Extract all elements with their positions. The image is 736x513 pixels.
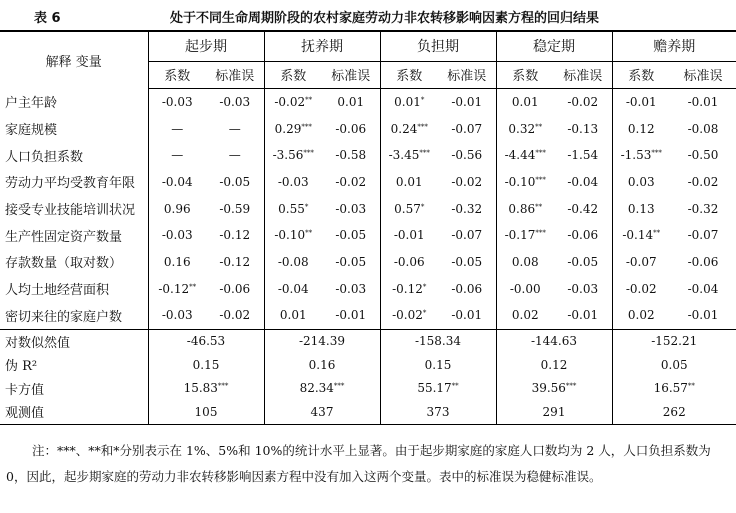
cell-value: 0.01	[394, 94, 421, 109]
cell-value: -0.03	[161, 228, 193, 243]
cell-value: -0.01	[687, 94, 719, 109]
cell-value: 15.83	[183, 381, 218, 396]
coef-cell	[496, 302, 554, 329]
cell-value: 55.17	[417, 381, 452, 396]
table-caption	[6, 4, 730, 26]
stat-cell	[380, 353, 496, 377]
cell-value: 437	[310, 404, 334, 419]
coef-cell	[148, 88, 206, 115]
se-cell	[554, 142, 612, 169]
cell-value: -152.21	[651, 334, 698, 349]
cell-value: -0.50	[687, 148, 719, 163]
coef-cell	[612, 88, 670, 115]
cell-value: 0.96	[163, 201, 191, 216]
cell-value: -3.56	[272, 148, 304, 163]
row-label: 户主年龄	[0, 88, 148, 115]
cell-value: -0.03	[277, 174, 309, 189]
cell-value: -0.01	[393, 228, 425, 243]
coef-cell	[380, 142, 438, 169]
cell-value: -0.08	[687, 121, 719, 136]
se-cell	[670, 195, 736, 222]
coef-cell	[380, 302, 438, 329]
se-cell	[554, 275, 612, 302]
table-title: 处于不同生命周期阶段的农村家庭劳动力非农转移影响因素方程的回归结果	[170, 11, 600, 26]
cell-value: -0.06	[219, 281, 251, 296]
coef-cell	[612, 169, 670, 196]
cell-value: 0.08	[511, 254, 539, 269]
stat-cell	[380, 329, 496, 353]
coef-cell	[264, 222, 322, 249]
se-cell	[438, 249, 496, 276]
cell-value: -0.04	[567, 174, 599, 189]
cell-value: -1.54	[567, 148, 599, 163]
coef-cell	[264, 169, 322, 196]
cell-value: -0.07	[451, 228, 483, 243]
se-cell	[322, 88, 380, 115]
cell-value: -0.04	[161, 174, 193, 189]
stat-cell	[148, 377, 264, 401]
significance-stars: **	[535, 202, 543, 211]
cell-value: -0.12	[158, 281, 190, 296]
significance-stars: **	[189, 282, 197, 291]
coef-cell	[612, 195, 670, 222]
stat-row	[0, 400, 736, 424]
stat-row	[0, 353, 736, 377]
cell-value: 0.29	[274, 121, 302, 136]
cell-value: 0.01	[337, 94, 365, 109]
table-row	[0, 249, 736, 276]
se-cell	[438, 275, 496, 302]
stat-cell	[148, 400, 264, 424]
se-cell	[670, 88, 736, 115]
cell-value: -0.01	[567, 308, 599, 323]
coef-cell	[496, 249, 554, 276]
se-cell	[438, 302, 496, 329]
coef-cell	[264, 302, 322, 329]
cell-value: —	[228, 148, 241, 163]
coef-cell	[380, 115, 438, 142]
coef-cell	[496, 115, 554, 142]
cell-value: -0.06	[335, 121, 367, 136]
se-cell	[322, 115, 380, 142]
coef-cell	[612, 249, 670, 276]
stat-cell	[148, 329, 264, 353]
row-label: 伪 R²	[0, 353, 148, 377]
cell-value: -0.02	[392, 308, 423, 323]
stat-cell	[612, 353, 736, 377]
coef-cell	[148, 142, 206, 169]
significance-stars: ***	[535, 175, 546, 184]
se-cell	[322, 142, 380, 169]
coef-header: 系数	[380, 61, 438, 88]
significance-stars: **	[305, 95, 313, 104]
stat-cell	[496, 400, 612, 424]
coef-cell	[612, 302, 670, 329]
significance-stars: ***	[303, 149, 314, 158]
coef-cell	[264, 249, 322, 276]
table-note: 注：***、**和*分别表示在 1%、5%和 10%的统计水平上显著。由于起步期家庭的家庭人口数均为 2 人，人口负担系数为 0，因此，起步期家庭的劳动力非农转移影响因素方程中没有加入这两个变量。表中的标准误为稳健标准误。	[6, 443, 711, 484]
significance-stars: ***	[651, 149, 662, 158]
cell-value: -0.02	[625, 281, 657, 296]
stat-cell	[148, 353, 264, 377]
cell-value: -1.53	[620, 148, 652, 163]
coef-cell	[612, 142, 670, 169]
cell-value: -3.45	[388, 148, 420, 163]
se-cell	[322, 169, 380, 196]
row-label: 卡方值	[0, 377, 148, 401]
cell-value: -0.01	[625, 94, 657, 109]
cell-value: -0.13	[567, 121, 599, 136]
cell-value: 0.13	[627, 201, 655, 216]
cell-value: -0.06	[393, 254, 425, 269]
cell-value: -0.32	[687, 201, 719, 216]
coef-cell	[380, 169, 438, 196]
significance-stars: *	[422, 309, 427, 318]
stat-cell	[264, 329, 380, 353]
row-label: 生产性固定资产数量	[0, 222, 148, 249]
cell-value: —	[171, 148, 184, 163]
coef-cell	[612, 275, 670, 302]
row-label: 人均土地经营面积	[0, 275, 148, 302]
cell-value: -0.14	[622, 228, 654, 243]
se-cell	[206, 115, 264, 142]
stat-cell	[496, 329, 612, 353]
coef-cell	[148, 222, 206, 249]
coef-cell	[496, 195, 554, 222]
table-row	[0, 115, 736, 142]
cell-value: -0.05	[219, 174, 251, 189]
cell-value: -0.03	[161, 308, 193, 323]
cell-value: 0.01	[279, 308, 307, 323]
cell-value: -0.05	[451, 254, 483, 269]
se-header: 标准误	[206, 61, 264, 88]
se-cell	[554, 88, 612, 115]
significance-stars: ***	[301, 122, 312, 131]
stat-cell	[380, 377, 496, 401]
significance-stars: **	[305, 229, 313, 238]
coef-cell	[380, 195, 438, 222]
cell-value: -0.05	[335, 254, 367, 269]
cell-value: -144.63	[530, 334, 578, 349]
coef-cell	[148, 302, 206, 329]
row-label: 对数似然值	[0, 329, 148, 353]
cell-value: 0.12	[540, 357, 568, 372]
significance-stars: ***	[333, 382, 345, 391]
cell-value: -0.05	[567, 254, 599, 269]
cell-value: 0.01	[395, 174, 423, 189]
se-cell	[206, 88, 264, 115]
table-row	[0, 222, 736, 249]
variable-column-header: 解释 变量	[0, 31, 148, 88]
se-header: 标准误	[322, 61, 380, 88]
cell-value: -214.39	[298, 334, 346, 349]
group-header-row	[0, 31, 736, 61]
cell-value: -46.53	[186, 334, 226, 349]
significance-stars: *	[420, 202, 425, 211]
cell-value: -0.59	[219, 201, 251, 216]
cell-value: -0.02	[219, 308, 251, 323]
se-cell	[670, 169, 736, 196]
cell-value: -0.01	[451, 308, 483, 323]
significance-stars: ***	[565, 382, 577, 391]
se-cell	[554, 249, 612, 276]
se-cell	[670, 142, 736, 169]
cell-value: -0.08	[277, 254, 309, 269]
coef-cell	[380, 275, 438, 302]
cell-value: 0.15	[192, 357, 220, 372]
se-cell	[670, 249, 736, 276]
se-cell	[322, 275, 380, 302]
cell-value: —	[171, 121, 184, 136]
table-row	[0, 88, 736, 115]
cell-value: 82.34	[299, 381, 334, 396]
cell-value: -0.04	[687, 281, 719, 296]
cell-value: 0.16	[308, 357, 336, 372]
se-cell	[554, 115, 612, 142]
cell-value: —	[228, 121, 241, 136]
se-cell	[322, 195, 380, 222]
cell-value: -0.02	[687, 174, 719, 189]
cell-value: -0.07	[451, 121, 483, 136]
row-label: 劳动力平均受教育年限	[0, 169, 148, 196]
cell-value: -0.01	[335, 308, 367, 323]
cell-value: -0.06	[451, 281, 483, 296]
se-cell	[206, 169, 264, 196]
stat-cell	[612, 329, 736, 353]
stat-cell	[612, 377, 736, 401]
cell-value: 0.55	[278, 201, 305, 216]
cell-value: -0.42	[567, 201, 599, 216]
cell-value: -0.03	[567, 281, 599, 296]
se-cell	[438, 169, 496, 196]
se-cell	[554, 222, 612, 249]
coef-cell	[148, 115, 206, 142]
se-cell	[670, 302, 736, 329]
cell-value: 0.02	[511, 308, 539, 323]
coef-cell	[148, 249, 206, 276]
cell-value: -0.58	[335, 148, 367, 163]
cell-value: -0.06	[687, 254, 719, 269]
coef-cell	[612, 115, 670, 142]
se-cell	[554, 302, 612, 329]
se-header: 标准误	[554, 61, 612, 88]
cell-value: -0.06	[567, 228, 599, 243]
se-cell	[438, 115, 496, 142]
table-row	[0, 275, 736, 302]
significance-stars: **	[451, 382, 459, 391]
cell-value: 16.57	[653, 381, 688, 396]
coefficient-rows	[0, 88, 736, 329]
row-label: 家庭规模	[0, 115, 148, 142]
cell-value: -158.34	[414, 334, 462, 349]
significance-stars: ***	[417, 122, 428, 131]
se-cell	[438, 195, 496, 222]
stat-cell	[264, 377, 380, 401]
cell-value: -0.12	[392, 281, 423, 296]
coef-cell	[264, 195, 322, 222]
significance-stars: **	[535, 122, 543, 131]
cell-value: -0.02	[274, 94, 306, 109]
stat-cell	[264, 353, 380, 377]
stat-row	[0, 329, 736, 353]
cell-value: -0.12	[219, 254, 251, 269]
cell-value: -0.10	[274, 228, 306, 243]
cell-value: -0.03	[335, 281, 367, 296]
cell-value: -0.03	[161, 94, 193, 109]
significance-stars: ***	[419, 149, 430, 158]
cell-value: -0.02	[567, 94, 599, 109]
coef-cell	[496, 222, 554, 249]
coef-cell	[264, 275, 322, 302]
cell-value: 291	[542, 404, 566, 419]
stat-cell	[496, 353, 612, 377]
se-cell	[206, 142, 264, 169]
cell-value: -0.32	[451, 201, 483, 216]
significance-stars: ***	[217, 382, 229, 391]
se-cell	[322, 302, 380, 329]
cell-value: 262	[662, 404, 686, 419]
cell-value: 0.24	[390, 121, 418, 136]
coef-header: 系数	[148, 61, 206, 88]
cell-value: -0.04	[277, 281, 309, 296]
se-cell	[438, 88, 496, 115]
group-header: 抚养期	[264, 31, 380, 61]
cell-value: 0.57	[394, 201, 421, 216]
se-cell	[438, 142, 496, 169]
cell-value: -0.02	[451, 174, 483, 189]
coef-cell	[148, 275, 206, 302]
row-label: 观测值	[0, 400, 148, 424]
cell-value: 0.15	[424, 357, 452, 372]
se-cell	[670, 275, 736, 302]
cell-value: -0.02	[335, 174, 367, 189]
cell-value: -0.56	[451, 148, 483, 163]
group-header: 稳定期	[496, 31, 612, 61]
cell-value: 0.86	[508, 201, 536, 216]
cell-value: 0.32	[508, 121, 536, 136]
se-cell	[554, 195, 612, 222]
cell-value: -0.03	[335, 201, 367, 216]
group-header: 起步期	[148, 31, 264, 61]
se-cell	[670, 222, 736, 249]
coef-cell	[380, 88, 438, 115]
se-header: 标准误	[438, 61, 496, 88]
significance-stars: **	[653, 229, 661, 238]
significance-stars: **	[687, 382, 695, 391]
cell-value: 0.02	[627, 308, 655, 323]
cell-value: 0.01	[511, 94, 539, 109]
coef-cell	[612, 222, 670, 249]
cell-value: -0.01	[451, 94, 483, 109]
coef-header: 系数	[496, 61, 554, 88]
coef-cell	[148, 195, 206, 222]
coef-cell	[264, 115, 322, 142]
row-label: 接受专业技能培训状况	[0, 195, 148, 222]
regression-table	[0, 30, 736, 425]
cell-value: -4.44	[504, 148, 536, 163]
cell-value: 105	[194, 404, 218, 419]
se-cell	[438, 222, 496, 249]
coef-cell	[264, 88, 322, 115]
significance-stars: *	[420, 95, 425, 104]
cell-value: 0.03	[627, 174, 655, 189]
se-cell	[554, 169, 612, 196]
se-cell	[206, 222, 264, 249]
coef-cell	[496, 275, 554, 302]
coef-cell	[380, 249, 438, 276]
se-header: 标准误	[670, 61, 736, 88]
row-label: 存款数量（取对数）	[0, 249, 148, 276]
significance-stars: ***	[535, 149, 546, 158]
cell-value: 0.16	[163, 254, 191, 269]
coef-header: 系数	[612, 61, 670, 88]
group-header: 赡养期	[612, 31, 736, 61]
cell-value: -0.10	[504, 174, 536, 189]
se-cell	[322, 249, 380, 276]
cell-value: -0.07	[687, 228, 719, 243]
stat-cell	[612, 400, 736, 424]
coef-cell	[496, 88, 554, 115]
significance-stars: *	[422, 282, 427, 291]
cell-value: -0.17	[504, 228, 536, 243]
cell-value: -0.00	[509, 281, 541, 296]
cell-value: 39.56	[531, 381, 566, 396]
cell-value: -0.07	[625, 254, 657, 269]
table-row	[0, 302, 736, 329]
stat-cell	[264, 400, 380, 424]
table-number: 表 6	[34, 11, 61, 26]
se-cell	[206, 195, 264, 222]
coef-cell	[148, 169, 206, 196]
coef-header: 系数	[264, 61, 322, 88]
coef-cell	[496, 142, 554, 169]
table-row	[0, 169, 736, 196]
se-cell	[670, 115, 736, 142]
cell-value: 0.05	[660, 357, 688, 372]
statistic-rows	[0, 329, 736, 424]
stat-cell	[496, 377, 612, 401]
cell-value: 0.12	[627, 121, 655, 136]
coef-cell	[380, 222, 438, 249]
table-row	[0, 195, 736, 222]
cell-value: -0.05	[335, 228, 367, 243]
significance-stars: *	[304, 202, 309, 211]
group-header: 负担期	[380, 31, 496, 61]
table-row	[0, 142, 736, 169]
cell-value: -0.12	[219, 228, 251, 243]
cell-value: 373	[426, 404, 450, 419]
coef-cell	[496, 169, 554, 196]
stat-row	[0, 377, 736, 401]
coef-cell	[264, 142, 322, 169]
significance-stars: ***	[535, 229, 546, 238]
se-cell	[206, 302, 264, 329]
se-cell	[206, 275, 264, 302]
row-label: 密切来往的家庭户数	[0, 302, 148, 329]
se-cell	[206, 249, 264, 276]
cell-value: -0.03	[219, 94, 251, 109]
se-cell	[322, 222, 380, 249]
stat-cell	[380, 400, 496, 424]
row-label: 人口负担系数	[0, 142, 148, 169]
cell-value: -0.01	[687, 308, 719, 323]
